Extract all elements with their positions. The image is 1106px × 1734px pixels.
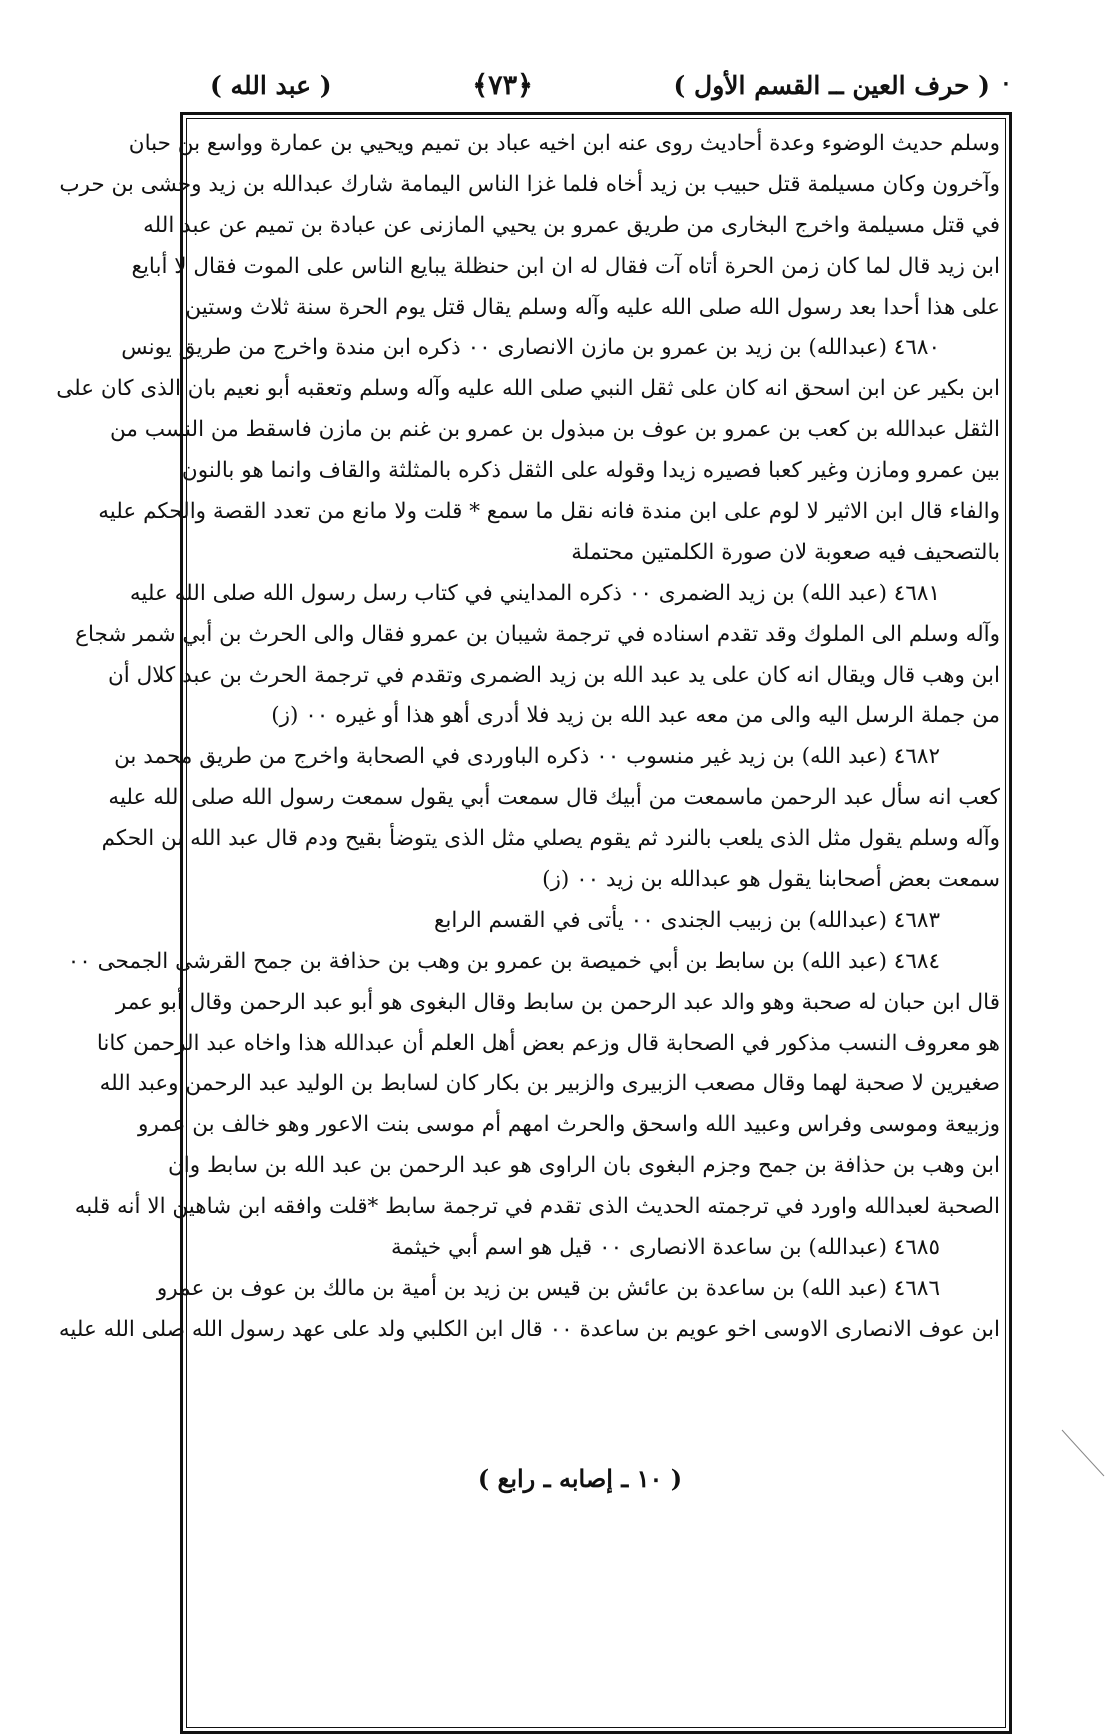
text-line: وسلم حديث الوضوء وعدة أحاديث روى عنه ابن اخيه عباد بن تميم ويحيي بن عمارة وواسع بن حبان bbox=[128, 131, 1000, 156]
entry-heading-line: ٤٦٨٢ (عبد الله) بن زيد غير منسوب ٠٠ ذكره الباوردى في الصحابة واخرج من طريق محمد بن bbox=[114, 744, 940, 770]
entry-heading-line: ٤٦٨٤ (عبد الله) بن سابط بن أبي خميصة بن عمرو بن وهب بن حذافة بن جمح القرشى الجمحى ٠٠ bbox=[67, 948, 940, 974]
text-body bbox=[56, 124, 1000, 1351]
text-line: ابن بكير عن ابن اسحق انه كان على ثقل النبي صلى الله عليه وآله وسلم وتعقبه أبو نعيم بان الذى كان على bbox=[56, 376, 1000, 402]
entry-heading-line: ٤٦٨٦ (عبد الله) بن ساعدة بن عائش بن قيس بن زيد بن أمية بن مالك بن عوف بن عمرو bbox=[156, 1275, 940, 1301]
text-line: ابن عوف الانصارى الاوسى اخو عويم بن ساعدة ٠٠ قال ابن الكلبي ولد على عهد رسول الله صلى الله عليه bbox=[58, 1316, 1000, 1342]
text-line: من جملة الرسل اليه والى من معه عبد الله بن زيد فلا أدرى أهو هذا أو غيره ٠٠ (ز) bbox=[271, 703, 1000, 729]
text-line: وآله وسلم الى الملوك وقد تقدم اسناده في ترجمة شيبان بن عمرو فقال والى الحرث بن أبي شمر شجاع bbox=[75, 621, 1000, 647]
text-line: ابن وهب قال ويقال انه كان على يد عبد الله بن زيد الضمرى وتقدم في ترجمة الحرث بن عبد كلال أن bbox=[108, 662, 1000, 688]
text-line: والفاء قال ابن الاثير لا لوم على ابن مندة فانه نقل ما سمع * قلت ولا مانع من تعدد القصة والحكم عليه bbox=[98, 499, 1000, 525]
text-line: الصحبة لعبدالله واورد في ترجمته الحديث الذى تقدم في ترجمة سابط *قلت وافقه ابن شاهين الا أنه قلبه bbox=[74, 1194, 1000, 1220]
text-line: كعب انه سأل عبد الرحمن ماسمعت من أبيك قال سمعت أبي يقول سمعت رسول الله صلى الله عليه bbox=[108, 785, 1000, 811]
entry-heading-line: ٤٦٨٣ (عبدالله) بن زبيب الجندى ٠٠ يأتى في القسم الرابع bbox=[433, 907, 940, 933]
text-line: وآله وسلم يقول مثل الذى يلعب بالنرد ثم يقوم يصلي مثل الذى يتوضأ بقيح ودم قال عبد الله بن الحكم bbox=[101, 826, 1000, 852]
text-line: قال ابن حبان له صحبة وهو والد عبد الرحمن بن سابط وقال البغوى هو أبو عبد الرحمن وقال أبو عمر bbox=[115, 989, 1000, 1015]
text-line: على هذا أحدا بعد رسول الله صلى الله عليه وآله وسلم يقال قتل يوم الحرة سنة ثلاث وستين bbox=[185, 294, 1000, 320]
text-line: في قتل مسيلمة واخرج البخارى من طريق عمرو بن يحيي المازنى عن عبادة بن تميم عن عبد الله bbox=[143, 212, 1000, 238]
text-line: وزبيعة وموسى وفراس وعبيد الله واسحق والحرث امهم أم موسى بنت الاعور وهو خالف بن عمرو bbox=[137, 1112, 1000, 1138]
entry-heading-line: ٤٦٨١ (عبد الله) بن زيد الضمرى ٠٠ ذكره المدايني في كتاب رسل رسول الله صلى الله عليه bbox=[129, 580, 940, 606]
entry-heading-line: ٤٦٨٠ (عبدالله) بن زيد بن عمرو بن مازن الانصارى ٠٠ ذكره ابن مندة واخرج من طريق يونس bbox=[121, 335, 940, 361]
page-number: ﴿٧٣﴾ bbox=[472, 69, 533, 101]
text-line: هو معروف النسب مذكور في الصحابة قال وزعم بعض أهل العلم أن عبدالله هذا واخاه عبد الرحمن كانا bbox=[96, 1030, 1000, 1056]
text-line: سمعت بعض أصحابنا يقول هو عبدالله بن زيد ٠٠ (ز) bbox=[542, 867, 1000, 893]
header-entry-title: ( عبد الله ) bbox=[210, 70, 332, 100]
corner-mark: ٠ bbox=[1000, 70, 1012, 96]
text-line: الثقل عبدالله بن كعب بن عمرو بن عوف بن مبذول بن عمرو بن غنم بن مازن فاسقط من النسب من bbox=[110, 417, 1000, 443]
text-line: بين عمرو ومازن وغير كعبا فصيره زيدا وقوله على الثقل ذكره بالمثلثة والقاف وانما هو بالنون bbox=[181, 458, 1000, 484]
page-header bbox=[210, 62, 990, 108]
text-line: ابن وهب بن حذافة بن جمح وجزم البغوى بان الراوى هو عبد الرحمن بن عبد الله بن سابط وان bbox=[168, 1153, 1000, 1179]
page-footer: ( ١٠ ـ إصابه ـ رابع ) bbox=[477, 1464, 683, 1493]
text-line: وآخرون وكان مسيلمة قتل حبيب بن زيد أخاه فلما غزا الناس اليمامة شارك عبدالله بن زيد وحشى بن حرب bbox=[59, 171, 1000, 197]
text-line: بالتصحيف فيه صعوبة لان صورة الكلمتين محتملة bbox=[571, 539, 1000, 565]
page-curl-mark bbox=[1060, 1420, 1106, 1480]
entry-heading-line: ٤٦٨٥ (عبدالله) بن ساعدة الانصارى ٠٠ قيل هو اسم أبي خيثمة bbox=[390, 1235, 940, 1261]
header-section-title: ( حرف العين ــ القسم الأول ) bbox=[673, 70, 990, 100]
text-line: ابن زيد قال لما كان زمن الحرة أتاه آت فقال له ان ابن حنظلة يبايع الناس على الموت فقال لا أبايع bbox=[131, 253, 1000, 279]
text-line: صغيرين لا صحبة لهما وقال مصعب الزبيرى والزبير بن بكار كان لسابط بن الوليد عبد الرحمن وعبد الله bbox=[99, 1071, 1000, 1097]
